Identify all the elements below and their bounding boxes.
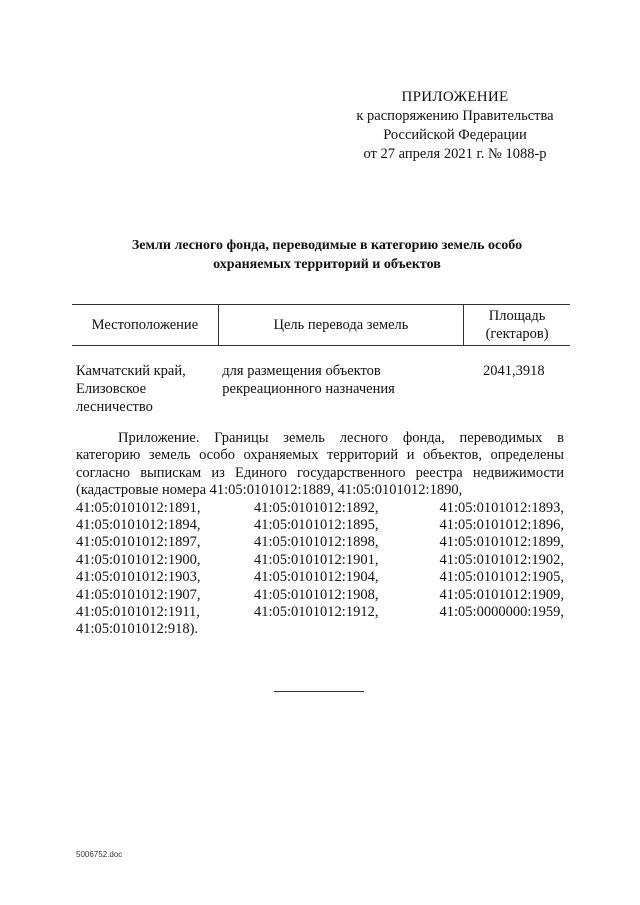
cadastral-number: 41:05:0101012:1902, — [439, 551, 564, 568]
file-reference: 5006752.doc — [76, 850, 123, 859]
cell-purpose — [218, 346, 463, 417]
cadastral-numbers-grid — [76, 500, 564, 622]
cadastral-number: 41:05:0101012:1895, — [254, 517, 379, 534]
document-title-line-2: охраняемых территорий и объектов — [213, 257, 441, 272]
cadastral-number: 41:05:0101012:1912, — [254, 604, 379, 621]
end-divider — [274, 691, 364, 692]
cadastral-number: 41:05:0101012:1893, — [439, 499, 564, 516]
appendix-note — [76, 430, 564, 639]
note-paragraph: Приложение. Границы земель лесного фонда, переводимых в категорию земель особо охраняемых территорий и объектов, определены согласно выпискам из Единого государственного реестра недвижимости (кадастровые номера 41:05:0101012:1889, 41:05:0101012:1890, — [76, 430, 564, 499]
land-table — [72, 304, 570, 416]
appendix-header — [340, 88, 570, 164]
cadastral-number: 41:05:0101012:1904, — [254, 569, 379, 586]
header-purpose: Цель перевода земель — [218, 305, 463, 346]
cadastral-number: 41:05:0101012:1911, — [76, 604, 200, 621]
appendix-title: ПРИЛОЖЕНИЕ — [401, 89, 509, 105]
cadastral-number: 41:05:0000000:1959, — [439, 604, 564, 621]
header-area — [464, 305, 570, 346]
cadastral-number: 41:05:0101012:1905, — [439, 569, 564, 586]
header-area-line-1: Площадь — [488, 308, 546, 324]
cell-purpose-line: для размещения объектов — [222, 363, 381, 379]
cadastral-number: 41:05:0101012:1907, — [76, 586, 201, 603]
cadastral-number: 41:05:0101012:1898, — [254, 534, 379, 551]
table-row — [72, 346, 570, 417]
cadastral-number: 41:05:0101012:1894, — [76, 517, 201, 534]
header-area-line-2: (гектаров) — [485, 326, 549, 342]
cadastral-number: 41:05:0101012:1908, — [254, 586, 379, 603]
header-location: Местоположение — [72, 305, 218, 346]
appendix-line-3: от 27 апреля 2021 г. № 1088-р — [363, 146, 547, 162]
cell-location-line: лесничество — [76, 399, 153, 415]
cell-purpose-line: рекреационного назначения — [222, 381, 395, 397]
cell-location — [72, 346, 218, 417]
cadastral-number: 41:05:0101012:1901, — [254, 551, 379, 568]
cadastral-number: 41:05:0101012:1892, — [254, 499, 379, 516]
cell-location-line: Елизовское — [76, 381, 147, 397]
cadastral-number: 41:05:0101012:1896, — [439, 517, 564, 534]
document-title — [80, 236, 574, 274]
cell-area: 2041,3918 — [483, 363, 545, 379]
table-header-row — [72, 305, 570, 346]
cadastral-number: 41:05:0101012:1891, — [76, 499, 201, 516]
appendix-line-2: Российской Федерации — [383, 127, 527, 143]
cadastral-number: 41:05:0101012:1903, — [76, 569, 201, 586]
cell-location-line: Камчатский край, — [76, 363, 186, 379]
note-last-line: 41:05:0101012:918). — [76, 621, 199, 638]
cadastral-number: 41:05:0101012:1897, — [76, 534, 201, 551]
document-title-line-1: Земли лесного фонда, переводимые в категорию земель особо — [131, 238, 523, 253]
cadastral-number: 41:05:0101012:1909, — [439, 586, 564, 603]
cadastral-number: 41:05:0101012:1899, — [439, 534, 564, 551]
cadastral-number: 41:05:0101012:1900, — [76, 551, 201, 568]
appendix-line-1: к распоряжению Правительства — [356, 108, 554, 124]
